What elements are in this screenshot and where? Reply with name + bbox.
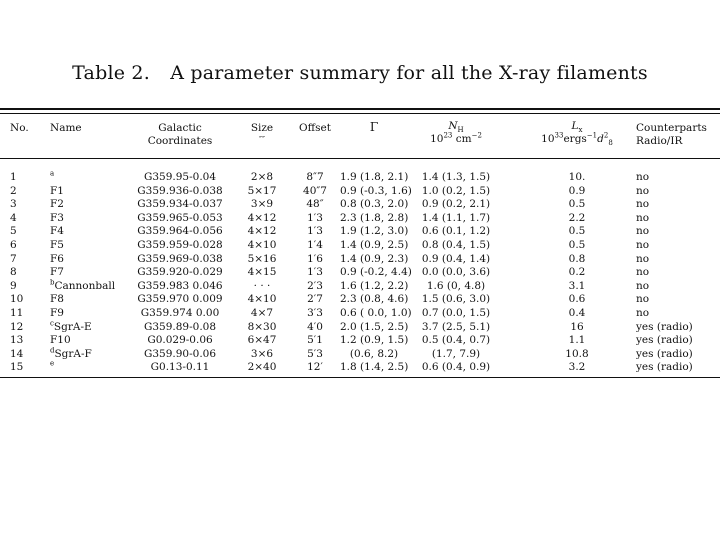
cell-nh: 3.7 (2.5, 5.1) — [421, 320, 491, 333]
cell-no: 14 — [10, 347, 24, 360]
header-galactic: Galactic Coordinates — [147, 122, 213, 147]
cell-nh: 1.4 (1.1, 1.7) — [421, 211, 491, 224]
top-rule-inner — [0, 113, 720, 114]
cell-counterparts: no — [636, 239, 650, 251]
cell-nh: (1.7, 7.9) — [431, 347, 481, 360]
top-rule — [0, 108, 720, 110]
cell-nh: 0.9 (0.4, 1.4) — [421, 252, 491, 265]
cell-lx: 0.9 — [568, 184, 586, 197]
cell-nh: 0.9 (0.2, 2.1) — [421, 198, 491, 211]
cell-counterparts: no — [636, 279, 650, 292]
header-nh: $N_H$ $10^{23}$ $cm^{-2}$ — [430, 120, 482, 145]
cell-coordinates: G359.934-0.037 — [137, 198, 223, 211]
cell-nh: 0.0 (0.0, 3.6) — [421, 266, 491, 279]
cell-offset: 1′4 — [307, 239, 323, 251]
cell-name: F10 — [50, 334, 71, 347]
cell-offset: 48″ — [306, 198, 324, 211]
cell-name: F3 — [50, 211, 64, 224]
cell-lx: 2.2 — [568, 211, 586, 224]
cell-counterparts: yes (radio) — [636, 347, 693, 360]
cell-no: 13 — [10, 334, 24, 347]
cell-offset: 2′7 — [307, 293, 323, 306]
cell-size: 4×10 — [247, 239, 277, 251]
cell-no: 1 — [10, 171, 17, 183]
cell-gamma: 2.3 (1.8, 2.8) — [340, 211, 409, 224]
cell-gamma: 2.0 (1.5, 2.5) — [340, 320, 409, 333]
cell-nh: 0.7 (0.0, 1.5) — [421, 307, 491, 319]
header-lx: $L_x$ $10^{33}ergs^{-1}d^2_8$ — [541, 120, 613, 148]
cell-coordinates: G359.95-0.04 — [143, 171, 217, 183]
cell-gamma: 1.4 (0.9, 2.3) — [340, 252, 409, 265]
cell-offset: 1′3 — [307, 211, 323, 224]
cell-nh: 0.8 (0.4, 1.5) — [421, 239, 491, 251]
cell-gamma: 1.4 (0.9, 2.5) — [340, 239, 409, 251]
cell-coordinates: G359.90-0.06 — [143, 347, 217, 360]
header-offset: Offset — [299, 122, 331, 134]
header-gamma: Γ — [369, 120, 379, 134]
cell-lx: 0.5 — [568, 198, 586, 211]
footnote-marker: a — [50, 169, 55, 178]
cell-lx: 0.5 — [568, 239, 586, 251]
cell-offset: 5′3 — [307, 347, 323, 360]
cell-coordinates: G0.13-0.11 — [150, 361, 210, 374]
cell-coordinates: G359.959-0.028 — [137, 239, 223, 251]
header-size: Size ″″ — [250, 122, 274, 144]
cell-size: 4×10 — [247, 293, 277, 306]
cell-name: F7 — [50, 266, 64, 279]
cell-offset: 5′1 — [307, 334, 323, 347]
cell-coordinates: G359.936-0.038 — [137, 184, 223, 197]
cell-coordinates: G359.965-0.053 — [137, 211, 223, 224]
cell-lx: 16 — [570, 320, 584, 333]
cell-coordinates: G0.029-0.06 — [147, 334, 213, 347]
cell-counterparts: no — [636, 307, 650, 319]
cell-counterparts: no — [636, 252, 650, 265]
cell-offset: 1′3 — [307, 266, 323, 279]
table-title: A parameter summary for all the X-ray filaments — [170, 62, 648, 84]
cell-no: 2 — [10, 184, 17, 197]
cell-coordinates: G359.89-0.08 — [143, 320, 217, 333]
cell-no: 8 — [10, 266, 17, 279]
cell-no: 3 — [10, 198, 17, 211]
cell-size: 4×12 — [247, 225, 277, 238]
cell-size: 2×40 — [247, 361, 277, 374]
cell-counterparts: yes (radio) — [636, 334, 693, 347]
cell-gamma: 1.8 (1.4, 2.5) — [340, 361, 409, 374]
cell-size: · · · — [253, 279, 271, 292]
cell-nh: 0.5 (0.4, 0.7) — [421, 334, 491, 347]
cell-coordinates: G359.983 0.046 — [137, 279, 223, 292]
cell-lx: 0.5 — [568, 225, 586, 238]
cell-lx: 3.2 — [568, 361, 586, 374]
cell-gamma: 1.6 (1.2, 2.2) — [340, 279, 409, 292]
cell-gamma: (0.6, 8.2) — [349, 347, 399, 360]
cell-name: F9 — [50, 307, 64, 319]
cell-name: F8 — [50, 293, 64, 306]
table-label: Table 2. — [72, 62, 150, 84]
cell-gamma: 1.9 (1.8, 2.1) — [340, 171, 409, 183]
cell-lx: 10.8 — [565, 347, 589, 360]
cell-offset: 2′3 — [307, 279, 323, 292]
cell-nh: 1.6 (0, 4.8) — [426, 279, 486, 292]
cell-name: $^d$SgrA-F — [50, 346, 92, 360]
cell-name: F1 — [50, 184, 64, 197]
cell-nh: 1.0 (0.2, 1.5) — [421, 184, 491, 197]
cell-counterparts: no — [636, 266, 650, 279]
cell-coordinates: G359.964-0.056 — [137, 225, 223, 238]
footnote-marker: c — [50, 319, 54, 328]
cell-offset: 8″7 — [306, 171, 324, 183]
cell-offset: 1′3 — [307, 225, 323, 238]
cell-nh: 0.6 (0.4, 0.9) — [421, 361, 491, 374]
cell-no: 9 — [10, 279, 17, 292]
cell-gamma: 2.3 (0.8, 4.6) — [340, 293, 409, 306]
cell-lx: 10. — [568, 171, 586, 183]
cell-size: 5×17 — [247, 184, 277, 197]
cell-no: 5 — [10, 225, 17, 238]
cell-name: $^b$Cannonball — [50, 278, 116, 292]
cell-name: F5 — [50, 239, 64, 251]
cell-lx: 0.8 — [568, 252, 586, 265]
cell-lx: 1.1 — [568, 334, 586, 347]
cell-no: 10 — [10, 293, 24, 306]
header-name: Name — [50, 122, 82, 134]
cell-counterparts: no — [636, 211, 650, 224]
cell-lx: 0.4 — [568, 307, 586, 319]
cell-gamma: 0.8 (0.3, 2.0) — [340, 198, 409, 211]
cell-counterparts: no — [636, 293, 650, 306]
cell-size: 4×12 — [247, 211, 277, 224]
table-caption — [0, 62, 720, 84]
cell-size: 8×30 — [247, 320, 277, 333]
header-no: No. — [10, 122, 29, 134]
cell-no: 6 — [10, 239, 17, 251]
cell-coordinates: G359.970 0.009 — [137, 293, 223, 306]
cell-coordinates: G359.920-0.029 — [137, 266, 223, 279]
header-rule — [0, 158, 720, 159]
cell-name — [50, 171, 140, 184]
cell-counterparts: no — [636, 198, 650, 211]
cell-name: F6 — [50, 252, 64, 265]
bottom-rule — [0, 377, 720, 378]
cell-no: 7 — [10, 252, 17, 265]
cell-name — [50, 361, 140, 374]
footnote-marker: d — [50, 346, 55, 355]
cell-counterparts: no — [636, 225, 650, 238]
cell-gamma: 1.2 (0.9, 1.5) — [340, 334, 409, 347]
cell-coordinates: G359.974 0.00 — [140, 307, 220, 319]
cell-offset: 12′ — [307, 361, 323, 374]
cell-coordinates: G359.969-0.038 — [137, 252, 223, 265]
cell-size: 3×9 — [250, 198, 274, 211]
cell-size: 2×8 — [250, 171, 274, 183]
cell-lx: 3.1 — [568, 279, 586, 292]
cell-no: 11 — [10, 307, 24, 319]
cell-size: 5×16 — [247, 252, 277, 265]
cell-no: 15 — [10, 361, 24, 374]
cell-nh: 0.6 (0.1, 1.2) — [421, 225, 491, 238]
cell-counterparts: yes (radio) — [636, 320, 693, 333]
cell-nh: 1.5 (0.6, 3.0) — [421, 293, 491, 306]
cell-offset: 1′6 — [307, 252, 323, 265]
cell-gamma: 0.6 ( 0.0, 1.0) — [340, 307, 412, 319]
cell-gamma: 1.9 (1.2, 3.0) — [340, 225, 409, 238]
cell-size: 3×6 — [250, 347, 274, 360]
cell-no: 12 — [10, 320, 24, 333]
cell-offset: 3′3 — [307, 307, 323, 319]
cell-name: F2 — [50, 198, 64, 211]
cell-name: F4 — [50, 225, 64, 238]
cell-counterparts: no — [636, 184, 650, 197]
cell-lx: 0.2 — [568, 266, 586, 279]
footnote-marker: e — [50, 359, 55, 368]
cell-size: 6×47 — [247, 334, 277, 347]
cell-gamma: 0.9 (-0.2, 4.4) — [340, 266, 412, 279]
cell-counterparts: no — [636, 171, 650, 183]
cell-gamma: 0.9 (-0.3, 1.6) — [340, 184, 412, 197]
cell-nh: 1.4 (1.3, 1.5) — [421, 171, 491, 183]
cell-offset: 4′0 — [307, 320, 323, 333]
cell-counterparts: yes (radio) — [636, 361, 693, 374]
cell-offset: 40″7 — [303, 184, 327, 197]
cell-name: $^c$SgrA-E — [50, 319, 92, 333]
cell-size: 4×7 — [250, 307, 274, 319]
footnote-marker: b — [50, 278, 55, 287]
cell-lx: 0.6 — [568, 293, 586, 306]
cell-size: 4×15 — [247, 266, 277, 279]
cell-no: 4 — [10, 211, 17, 224]
header-counterparts: Counterparts Radio/IR — [636, 122, 707, 147]
